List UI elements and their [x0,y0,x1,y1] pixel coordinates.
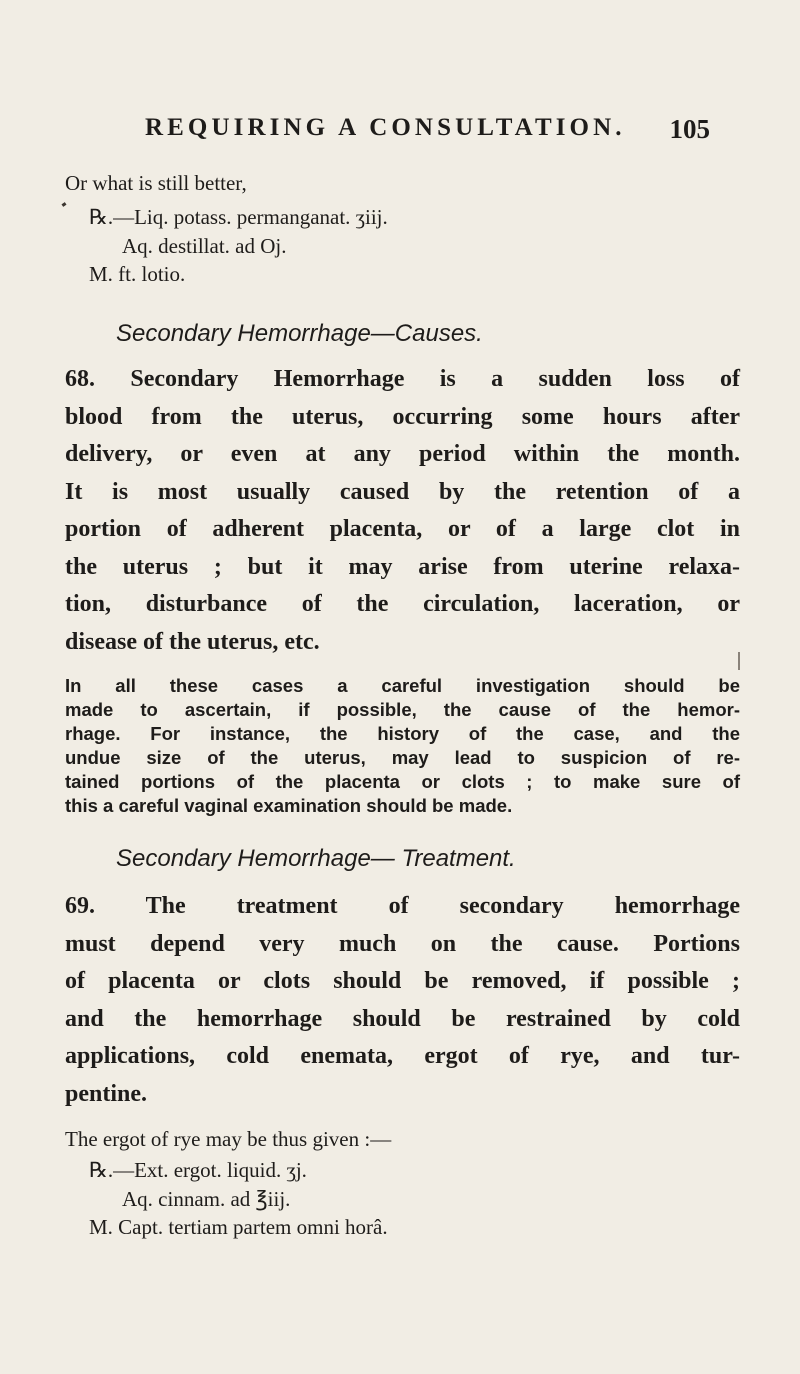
rx-aq-cinnam: Aq. cinnam. ad ℥iij. [122,1187,291,1211]
page-number: 105 [669,114,710,144]
causes-line-1: 68. Secondary Hemorrhage is a sudden loss of [65,366,740,392]
treatment-line-2: must depend very much on the cause. Portions [65,931,740,957]
rx-aq-destillat: Aq. destillat. ad Oj. [122,234,287,258]
causes-line-2: blood from the uterus, occurring some hours after [65,404,740,430]
causes-line-3: delivery, or even at any period within the month. [65,441,740,467]
causes-line-8: disease of the uterus, etc. [65,629,320,655]
treatment-line-4: and the hemorrhage should be restrained by cold [65,1006,740,1032]
treatment-line-5: applications, cold enemata, ergot of rye, and tur- [65,1043,740,1069]
ink-speck [62,202,67,207]
causes-line-4: It is most usually caused by the retention of a [65,479,740,505]
note-line-1: In all these cases a careful investigation should be [65,675,740,696]
treatment-line-6: pentine. [65,1081,148,1107]
rx-ext-ergot: ℞.—Ext. ergot. liquid. ʒj. [89,1158,307,1182]
rx-capt-tertiam: M. Capt. tertiam partem omni horâ. [89,1215,388,1239]
note-line-5: tained portions of the placenta or clots ; to make sure of [65,771,740,792]
causes-line-5: portion of adherent placenta, or of a large clot in [65,516,740,542]
section-heading-treatment: Secondary Hemorrhage— Treatment. [116,845,516,872]
note-line-6: this a careful vaginal examination should be made. [65,795,513,816]
causes-line-7: tion, disturbance of the circulation, laceration, or [65,591,740,617]
treatment-line-3: of placenta or clots should be removed, if possible ; [65,968,740,994]
note-line-4: undue size of the uterus, may lead to suspicion of re- [65,747,740,768]
note-line-3: rhage. For instance, the history of the case, and the [65,723,740,744]
rx-liq-potass: ℞.—Liq. potass. permanganat. ʒiij. [89,205,388,229]
section-heading-causes: Secondary Hemorrhage—Causes. [116,320,483,347]
running-head-title: REQUIRING A CONSULTATION. [145,114,626,141]
rx-lotio: M. ft. lotio. [89,262,186,286]
ergot-lead: The ergot of rye may be thus given :— [65,1127,392,1151]
note-line-2: made to ascertain, if possible, the cause of the hemor- [65,699,740,720]
running-head [145,114,710,148]
intro-lead: Or what is still better, [65,171,247,195]
ink-speck [738,652,740,670]
treatment-line-1: 69. The treatment of secondary hemorrhage [65,893,740,919]
causes-line-6: the uterus ; but it may arise from uterine relaxa- [65,554,740,580]
